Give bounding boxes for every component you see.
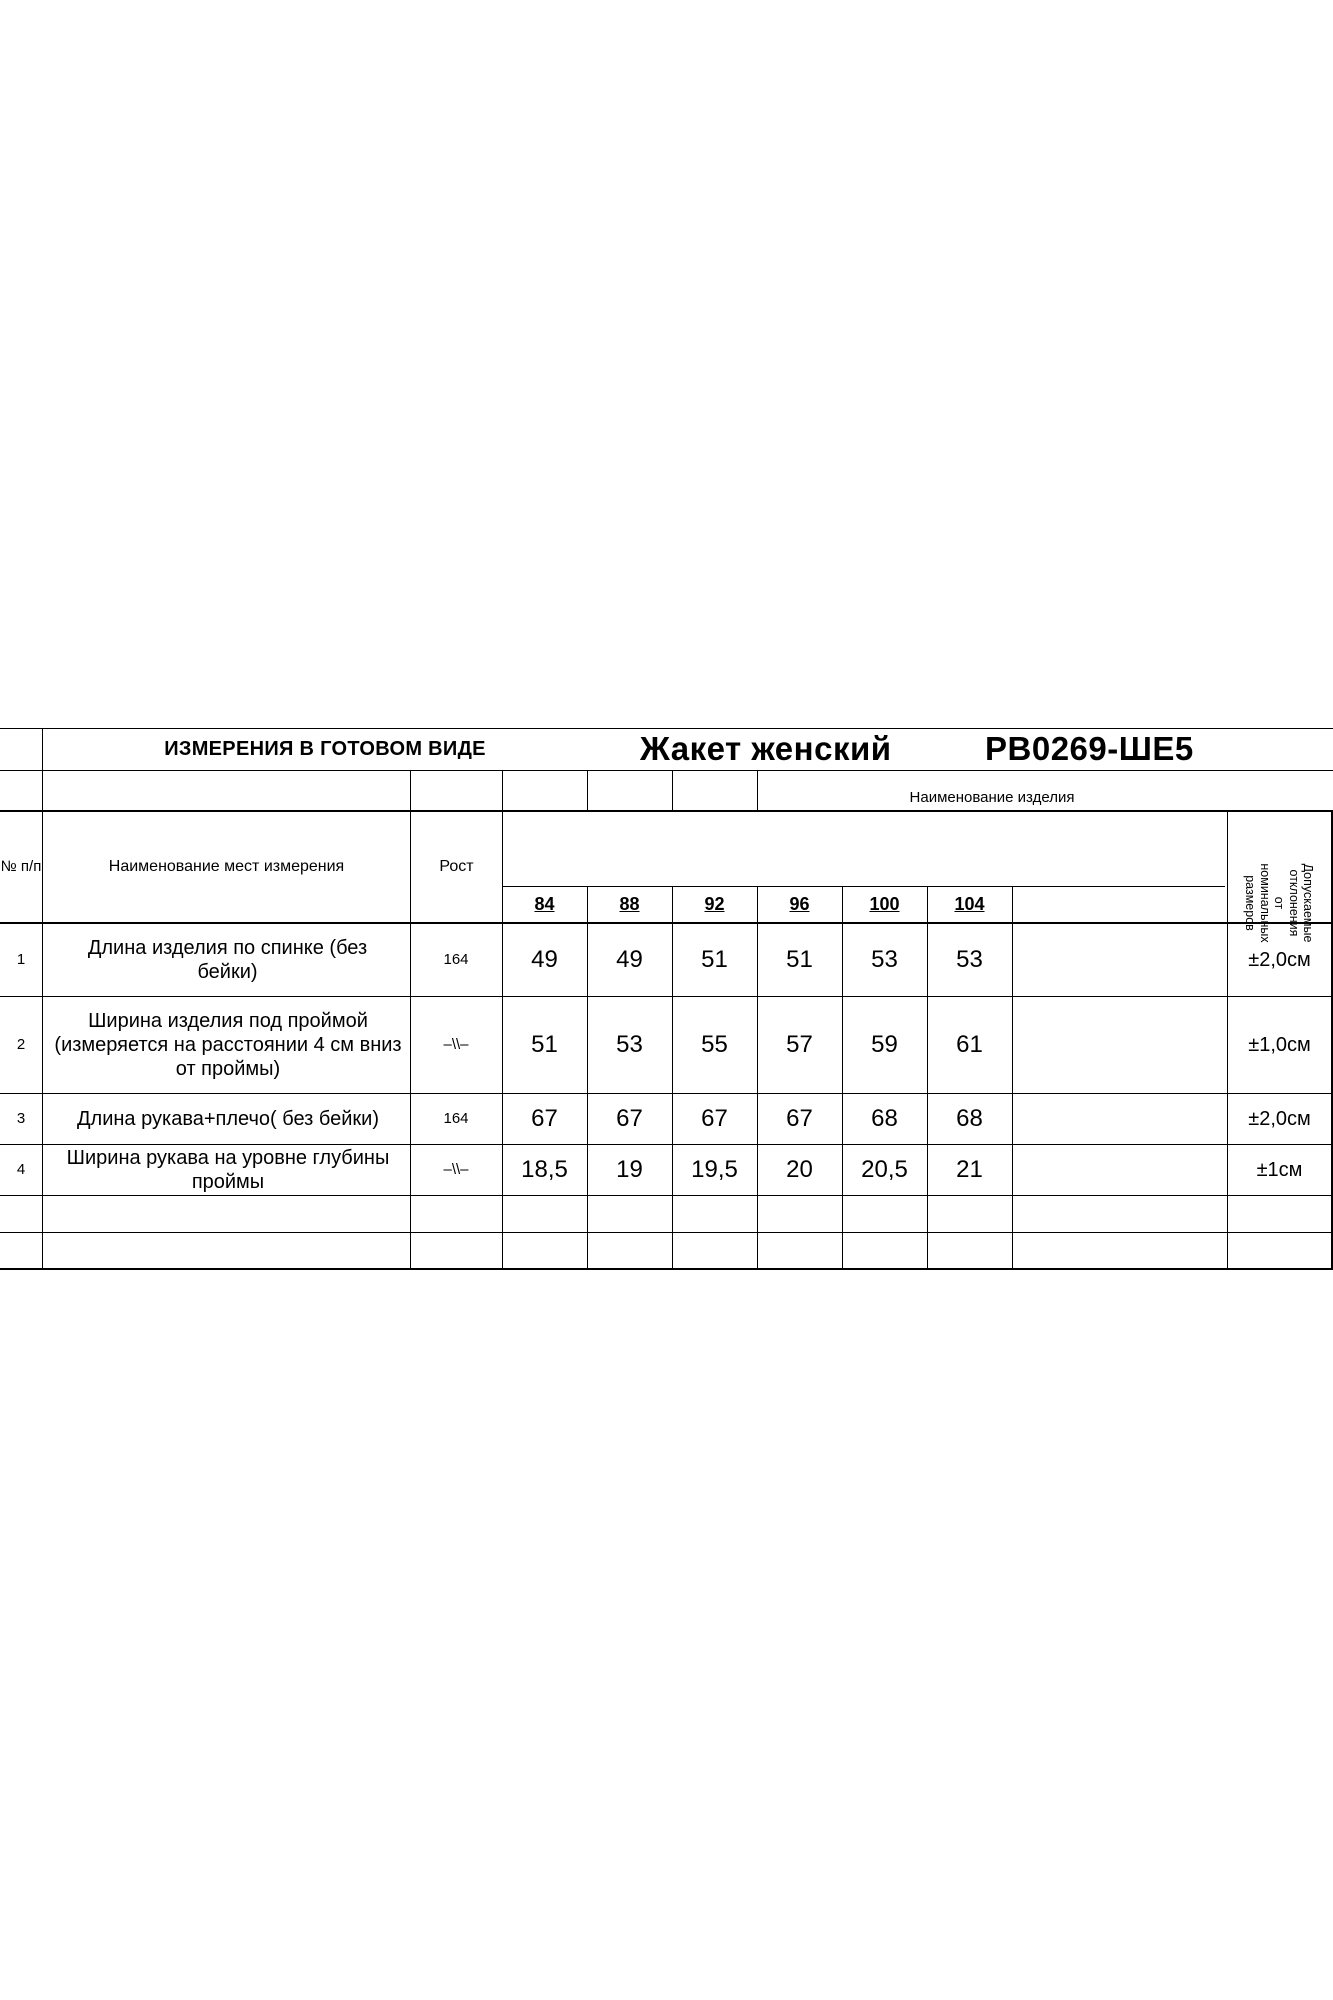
value-cell: 67 [786,1104,813,1132]
grid-line [502,886,1225,887]
size-header: 96 [789,894,810,915]
tolerance-line: отклонения [1286,869,1301,937]
value-cell: 49 [616,945,643,973]
value-cell: 59 [871,1030,898,1058]
tolerance-cell: ±2,0см [1248,1108,1311,1130]
measurement-name: Ширина рукава на уровне глубины проймы [66,1147,390,1193]
value-cell: 19,5 [691,1155,738,1183]
tolerance-line: размеров [1243,875,1258,931]
value-cell: 67 [531,1104,558,1132]
size-header: 92 [704,894,725,915]
value-cell: 49 [531,945,558,973]
measurement-table [0,728,1333,1271]
measurement-name: Длина изделия по спинке (без бейки) [87,937,368,983]
product-name-label: Наименование изделия [909,789,1075,806]
tolerance-cell: ±1см [1256,1159,1303,1181]
row-height: 164 [443,951,469,968]
value-cell: 67 [616,1104,643,1132]
value-cell: 51 [531,1030,558,1058]
grid-line [0,1268,1333,1270]
value-cell: 68 [956,1104,983,1132]
row-num: 2 [16,1036,26,1053]
value-cell: 51 [701,945,728,973]
row-height: 164 [443,1110,469,1127]
value-cell: 55 [701,1030,728,1058]
size-header: 104 [954,894,985,915]
value-cell: 53 [616,1030,643,1058]
size-header: 88 [619,894,640,915]
grid-line [0,770,1333,771]
value-cell: 57 [786,1030,813,1058]
value-cell: 68 [871,1104,898,1132]
row-num: 3 [16,1110,26,1127]
value-cell: 19 [616,1155,643,1183]
row-num: 4 [16,1161,26,1178]
value-cell: 51 [786,945,813,973]
header-height: Рост [439,858,474,876]
grid-line [0,1195,1333,1196]
value-cell: 20,5 [861,1155,908,1183]
value-cell: 61 [956,1030,983,1058]
row-height: –\\– [443,1036,469,1053]
grid-line [42,728,43,1270]
value-cell: 20 [786,1155,813,1183]
row-height: –\\– [443,1161,469,1178]
header-place: Наименование мест измерения [108,858,345,876]
tolerance-line: номинальных [1257,863,1272,943]
tolerance-line: Допускаемые [1300,863,1315,943]
model-code: РВ0269-ШЕ5 [985,730,1194,768]
tolerance-cell: ±2,0см [1248,949,1311,971]
row-num: 1 [16,951,26,968]
value-cell: 53 [956,945,983,973]
header-num: № п/п [0,858,42,875]
grid-line [0,1232,1333,1233]
value-cell: 53 [871,945,898,973]
tolerance-cell: ±1,0см [1248,1034,1311,1056]
value-cell: 18,5 [521,1155,568,1183]
page-title: ИЗМЕРЕНИЯ В ГОТОВОМ ВИДЕ [164,738,486,760]
measurement-name: Длина рукава+плечо( без бейки) [77,1108,379,1130]
value-cell: 21 [956,1155,983,1183]
grid-line [587,770,588,810]
grid-line [672,770,673,810]
size-header: 100 [869,894,900,915]
grid-line [1012,886,1013,1270]
tolerance-line: от [1272,896,1287,910]
measurement-name: Ширина изделия под проймой (измеряется на расстоянии 4 см вниз от проймы) [54,1010,402,1080]
product-title: Жакет женский [640,730,892,768]
value-cell: 67 [701,1104,728,1132]
size-header: 84 [534,894,555,915]
